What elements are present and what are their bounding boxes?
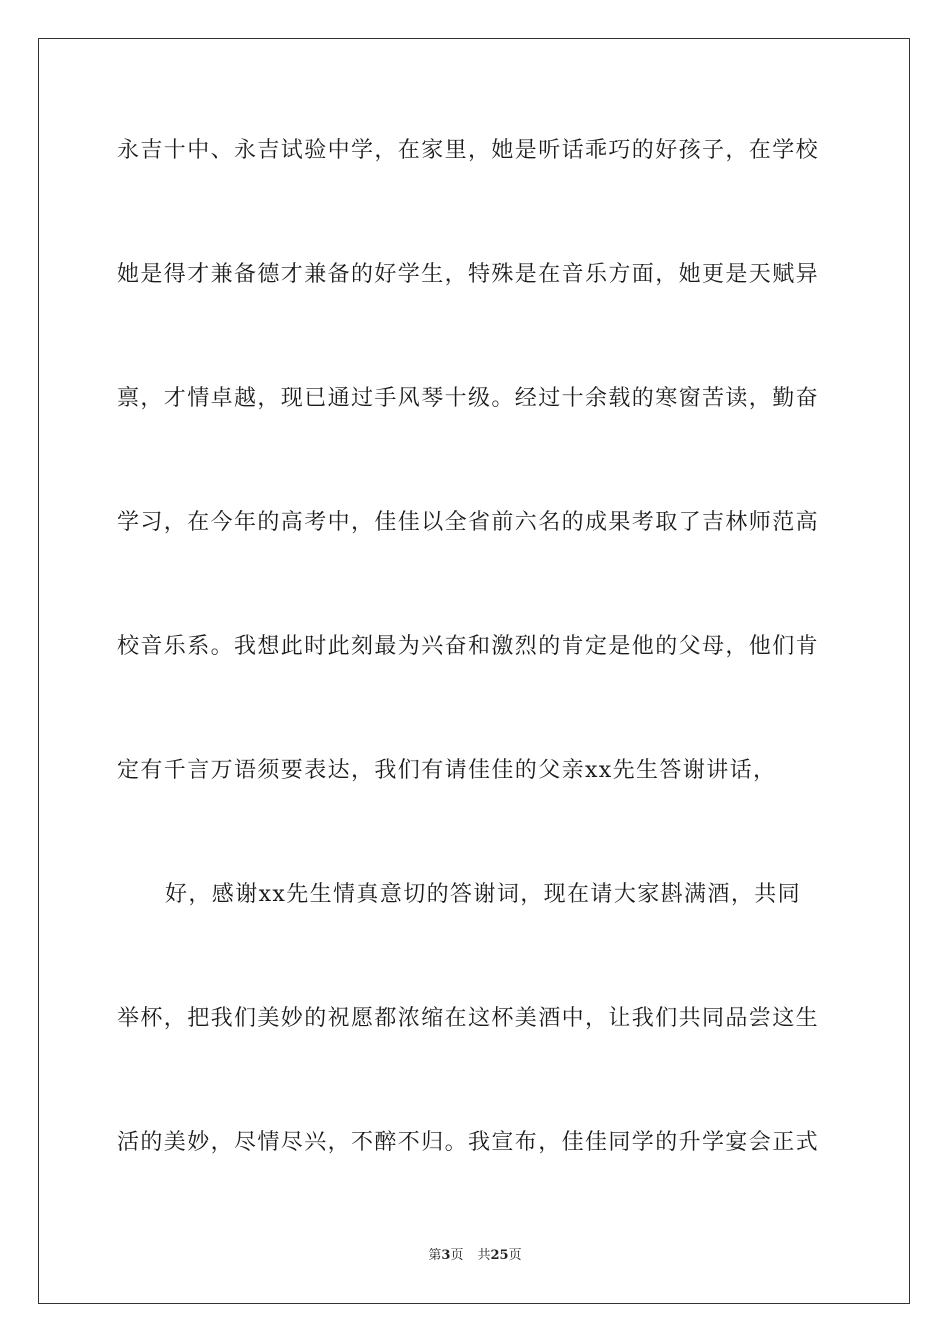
page-prefix: 第 (428, 1248, 442, 1263)
page-number: 3 (441, 1248, 451, 1263)
text-line: 校音乐系。我想此时此刻最为兴奋和激烈的肯定是他的父母，他们肯 (117, 634, 820, 659)
page-footer (0, 1247, 950, 1265)
page-suffix: 页 (450, 1248, 464, 1263)
text-line-indented: 好，感谢xx先生情真意切的答谢词，现在请大家斟满酒，共同 (165, 882, 802, 907)
text-line: 定有千言万语须要表达，我们有请佳佳的父亲xx先生答谢讲话， (117, 758, 777, 783)
text-line: 她是得才兼备德才兼备的好学生，特殊是在音乐方面，她更是天赋异 (117, 262, 820, 287)
text-line: 学习，在今年的高考中，佳佳以全省前六名的成果考取了吉林师范高 (117, 510, 820, 535)
total-prefix: 共 (477, 1248, 491, 1263)
page-border (38, 38, 910, 1304)
text-line: 永吉十中、永吉试验中学，在家里，她是听话乖巧的好孩子，在学校 (117, 138, 820, 163)
total-suffix: 页 (508, 1248, 522, 1263)
text-line: 举杯，把我们美妙的祝愿都浓缩在这杯美酒中，让我们共同品尝这生 (117, 1006, 820, 1031)
text-line: 禀，才情卓越，现已通过手风琴十级。经过十余载的寒窗苦读，勤奋 (117, 386, 820, 411)
total-pages: 25 (490, 1248, 509, 1263)
text-line: 活的美妙，尽情尽兴，不醉不归。我宣布，佳佳同学的升学宴会正式 (117, 1130, 820, 1155)
